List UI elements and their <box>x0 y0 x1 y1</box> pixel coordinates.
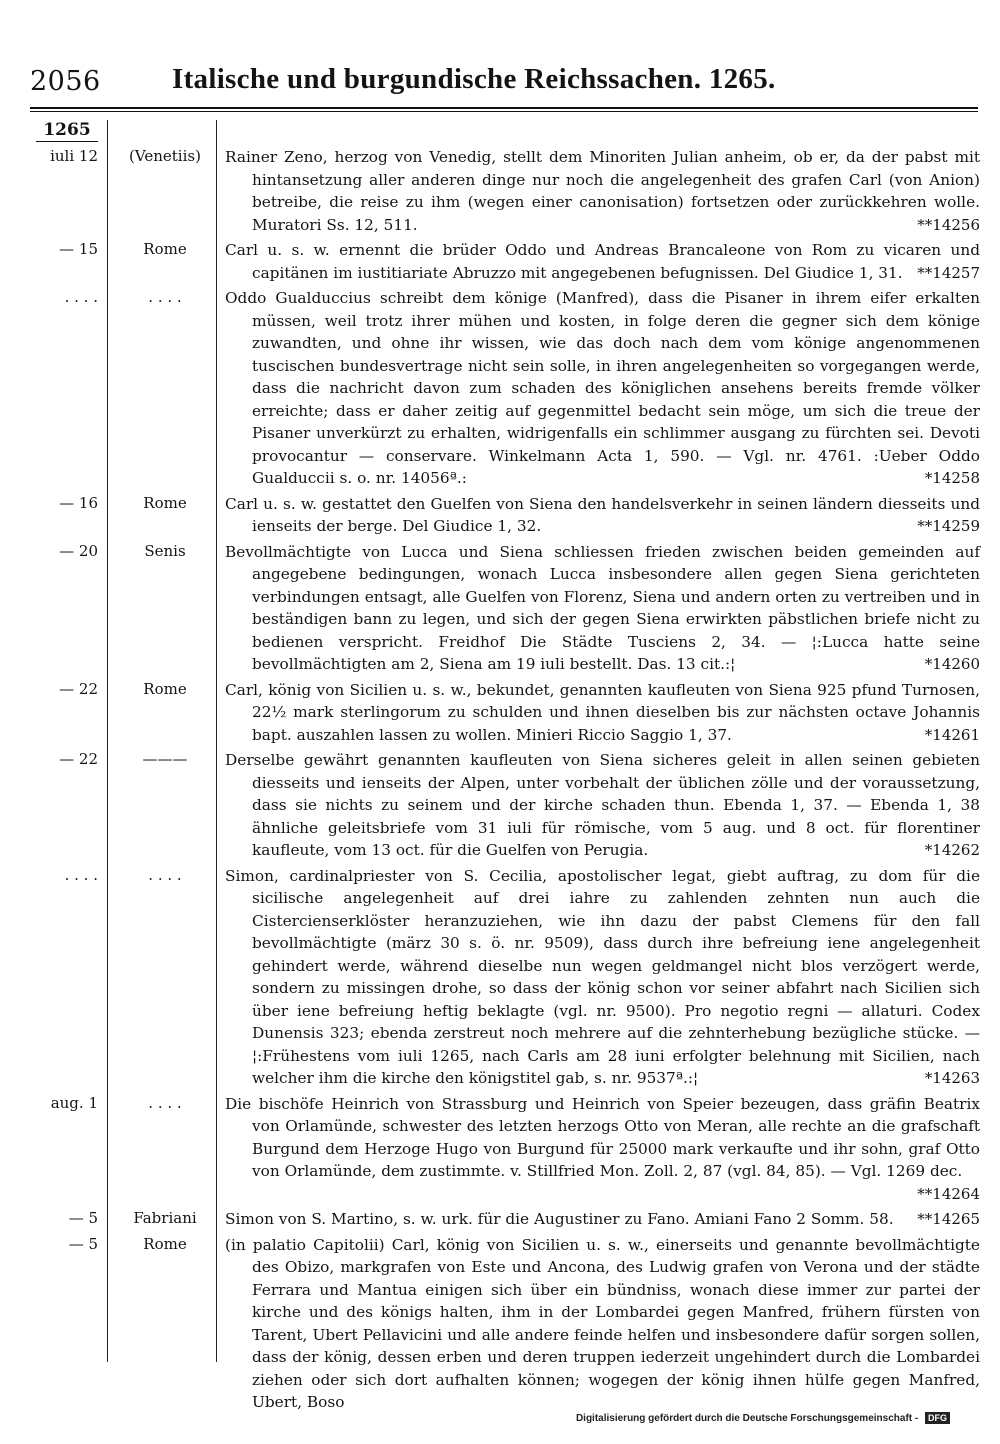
entry-body: (in palatio Capitolii) Carl, könig von Sicilien u. s. w., einerseits und genannte bevollmächtigte des Obizo, markgrafen von Este und Ancona, des Ludwig grafen von Verona und der städte Ferrara und Mantua einigen sich über ein bündniss, wonach diese immer zur partei der kirche und des königs halten, ihm in der Lombardei gegen Manfred, frühern fürsten von Tarent, Ubert Pellavicini und alle andere feinde helfen und insbesondere dafür sorgen sollen, dass der könig, dessen erben und deren truppen iederzeit ungehindert durch die Lombardei ziehen oder sich dort aufhalten können; wogegen der könig ihnen hülfe gegen Manfred, Ubert, Boso <box>225 1235 980 1411</box>
entry-number: *14263 <box>924 1069 980 1087</box>
entry-body: Carl u. s. w. gestattet den Guelfen von Siena den handelsverkehr in seinen ländern diesseits und ienseits der berge. Del Giudice 1, 32. <box>225 494 980 535</box>
entry-date: . . . . <box>64 865 98 884</box>
entry-date: . . . . <box>64 288 98 306</box>
entry-date: — 20 <box>59 541 98 560</box>
entry-number: **14259 <box>917 517 980 535</box>
running-head-title: Italische und burgundische Reichssachen. 1265. <box>172 63 776 95</box>
entry-number: *14261 <box>924 725 980 744</box>
entry-body: Simon von S. Martino, s. w. urk. für die Augustiner zu Fano. Amiani Fano 2 Somm. 58. <box>225 1210 894 1228</box>
entry-place: Rome <box>143 1234 187 1253</box>
entry-place: Rome <box>143 679 187 698</box>
regest-entry <box>30 239 980 284</box>
entry-text <box>225 287 980 490</box>
entry-number: *14262 <box>924 841 980 859</box>
entry-date: — 5 <box>68 1234 98 1253</box>
regest-entry <box>30 1234 980 1414</box>
dfg-logo: DFG <box>925 1412 950 1424</box>
regest-entry <box>30 749 980 862</box>
entry-date: — 22 <box>59 750 98 768</box>
entry-date: aug. 1 <box>50 1093 98 1112</box>
entry-text <box>225 541 980 676</box>
entry-body: Oddo Gualduccius schreibt dem könige (Manfred), dass die Pisaner in ihrem eifer erkalten müssen, weil trotz ihrer mühen und kosten, in folge deren die gegner sich dem könige zuwandten, und ohne ihr wissen, wie das doch nach dem vom könige angenommenen tuscischen bundesvertrage nicht sein solle, in ihren angelegenheiten so vorgegangen werde, dass die nachricht davon zum schaden des königlichen ansehens bereits fremde völker erreichte; dass er daher zeitig auf gegenmittel bedacht sein möge, um sich die treue der Pisaner unverkürzt zu erhalten, widrigenfalls ein schlimmer ausgang zu fürchten sei. Devoti provocantur — conservare. Winkelmann Acta 1, 590. — Vgl. nr. 4761. :Ueber Oddo Gualduccii s. o. nr. 14056ª.: <box>225 289 980 487</box>
entry-date: — 15 <box>59 240 98 258</box>
entry-place: Rome <box>143 240 187 258</box>
entry-text <box>225 679 980 747</box>
entry-number: *14258 <box>924 469 980 487</box>
entry-number: *14260 <box>924 655 980 673</box>
entry-place: Senis <box>144 541 186 560</box>
page-number: 2056 <box>30 66 101 97</box>
entry-text <box>225 493 980 538</box>
regest-entry <box>30 146 980 236</box>
entry-text <box>225 749 980 862</box>
entry-text <box>225 1093 980 1203</box>
entry-body: Simon, cardinalpriester von S. Cecilia, apostolischer legat, giebt auftrag, zu dom für die sicilische angelegenheit auf drei iahre zu zahlenden zehnten nun auch die Cistercienserklöster heranzuziehen, wie ihn dazu der pabst Clemens für den fall bevollmächtigte (märz 30 s. ö. nr. 9509), dass durch ihre befreiung iene angelegenheit gehindert werde, während dieselbe nun wegen geldmangel nicht blos verzögert werde, sondern zu missingen drohe, so dass der könig schon vor seiner abfahrt nach Sicilien sich über iene befreiung heftig beklagte (vgl. nr. 9500). Pro negotio regni — allaturi. Codex Dunensis 323; ebenda zerstreut noch mehrere auf die zehnterhebung bezügliche stücke. — ¦:Frühestens vom iuli 1265, nach Carls am 28 iuni erfolgter belehnung mit Sicilien, nach welcher ihm die kirche den königstitel gab, s. nr. 9537ª.:¦ <box>225 866 980 1087</box>
entry-body: Carl, könig von Sicilien u. s. w., bekundet, genannten kaufleuten von Siena 925 pfund Turnosen, 22½ mark sterlingorum zu schulden und ihnen dieselben bis zur nächsten octave Johannis bapt. auszahlen lassen zu wollen. Minieri Riccio Saggio 1, 37. <box>225 680 980 744</box>
year-label: 1265 <box>36 120 98 142</box>
regesta-entries <box>30 146 980 1417</box>
entry-number: **14265 <box>917 1210 980 1228</box>
entry-body: Die bischöfe Heinrich von Strassburg und Heinrich von Speier bezeugen, dass gräfin Beatrix von Orlamünde, schwester des letzten herzogs Otto von Meran, alle rechte an die grafschaft Burgund dem Herzoge Hugo von Burgund für 25000 mark verkaufte und ihr sohn, graf Otto von Orlamünde, dem zustimmte. v. Stillfried Mon. Zoll. 2, 87 (vgl. 84, 85). — Vgl. 1269 dec. <box>225 1094 980 1180</box>
footer-note <box>576 1412 950 1424</box>
entry-place: . . . . <box>148 288 182 306</box>
entry-number: **14257 <box>917 263 980 282</box>
header-rule-thin <box>30 111 978 112</box>
regest-entry <box>30 1093 980 1206</box>
entry-body: Bevollmächtigte von Lucca und Siena schliessen frieden zwischen beiden gemeinden auf angegebene bedingungen, wonach Lucca insbesondere allen gegen Siena gerichteten verbindungen entsagt, alle Guelfen von Florenz, Siena und andern orten zu vertreiben und in beständigen bann zu legen, und sich der gegen Siena erwirkten päbstlichen briefe nicht zu bedienen verspricht. Freidhof Die Städte Tusciens 2, 34. — ¦:Lucca hatte seine bevollmächtigten am 2, Siena am 19 iuli bestellt. Das. 13 cit.:¦ <box>225 542 980 673</box>
entry-text <box>225 1208 980 1231</box>
entry-text <box>225 146 980 236</box>
regest-entry <box>30 865 980 1090</box>
entry-body: Derselbe gewährt genannten kaufleuten von Siena sicheres geleit in allen seinen gebieten diesseits und ienseits der Alpen, unter vorbehalt der üblichen zölle und der voraussetzung, dass sie nichts zu seinem und der kirche schaden thun. Ebenda 1, 37. — Ebenda 1, 38 ähnliche geleitsbriefe vom 31 iuli für römische, vom 5 aug. und 8 oct. für florentiner kaufleute, vom 13 oct. für die Guelfen von Perugia. <box>225 751 980 859</box>
regest-entry <box>30 493 980 538</box>
entry-text <box>225 1234 980 1414</box>
entry-number: **14264 <box>917 1184 980 1203</box>
regest-entry <box>30 287 980 490</box>
entry-place: ——— <box>142 750 188 768</box>
entry-place: Rome <box>143 493 187 512</box>
footer-text: Digitalisierung gefördert durch die Deutsche Forschungsgemeinschaft - <box>575 1413 919 1424</box>
regest-entry <box>30 1208 980 1231</box>
entry-place: (Venetiis) <box>129 147 201 165</box>
entry-place: Fabriani <box>133 1209 197 1227</box>
entry-date: — 22 <box>59 679 98 698</box>
entry-body: Rainer Zeno, herzog von Venedig, stellt dem Minoriten Julian anheim, ob er, da der pabst mit hintansetzung aller anderen dinge nur noch die angelegenheit des grafen Carl (von Anion) betreibe, die reise zu ihm (wegen einer canonisation) fortsetzen oder zurückkehren wolle. Muratori Ss. 12, 511. <box>225 148 980 234</box>
regest-entry <box>30 541 980 676</box>
header-rule <box>30 107 978 109</box>
entry-text <box>225 239 980 284</box>
entry-number: **14256 <box>917 215 980 234</box>
regest-entry <box>30 679 980 747</box>
entry-date: — 5 <box>68 1209 98 1227</box>
entry-body: Carl u. s. w. ernennt die brüder Oddo und Andreas Brancaleone von Rom zu vicaren und capitänen im iustitiariate Abruzzo mit angegebenen befugnissen. Del Giudice 1, 31. <box>225 241 980 282</box>
entry-date: iuli 12 <box>50 147 98 165</box>
entry-place: . . . . <box>148 865 182 884</box>
entry-date: — 16 <box>59 493 98 512</box>
entry-place: . . . . <box>148 1093 182 1112</box>
entry-text <box>225 865 980 1090</box>
